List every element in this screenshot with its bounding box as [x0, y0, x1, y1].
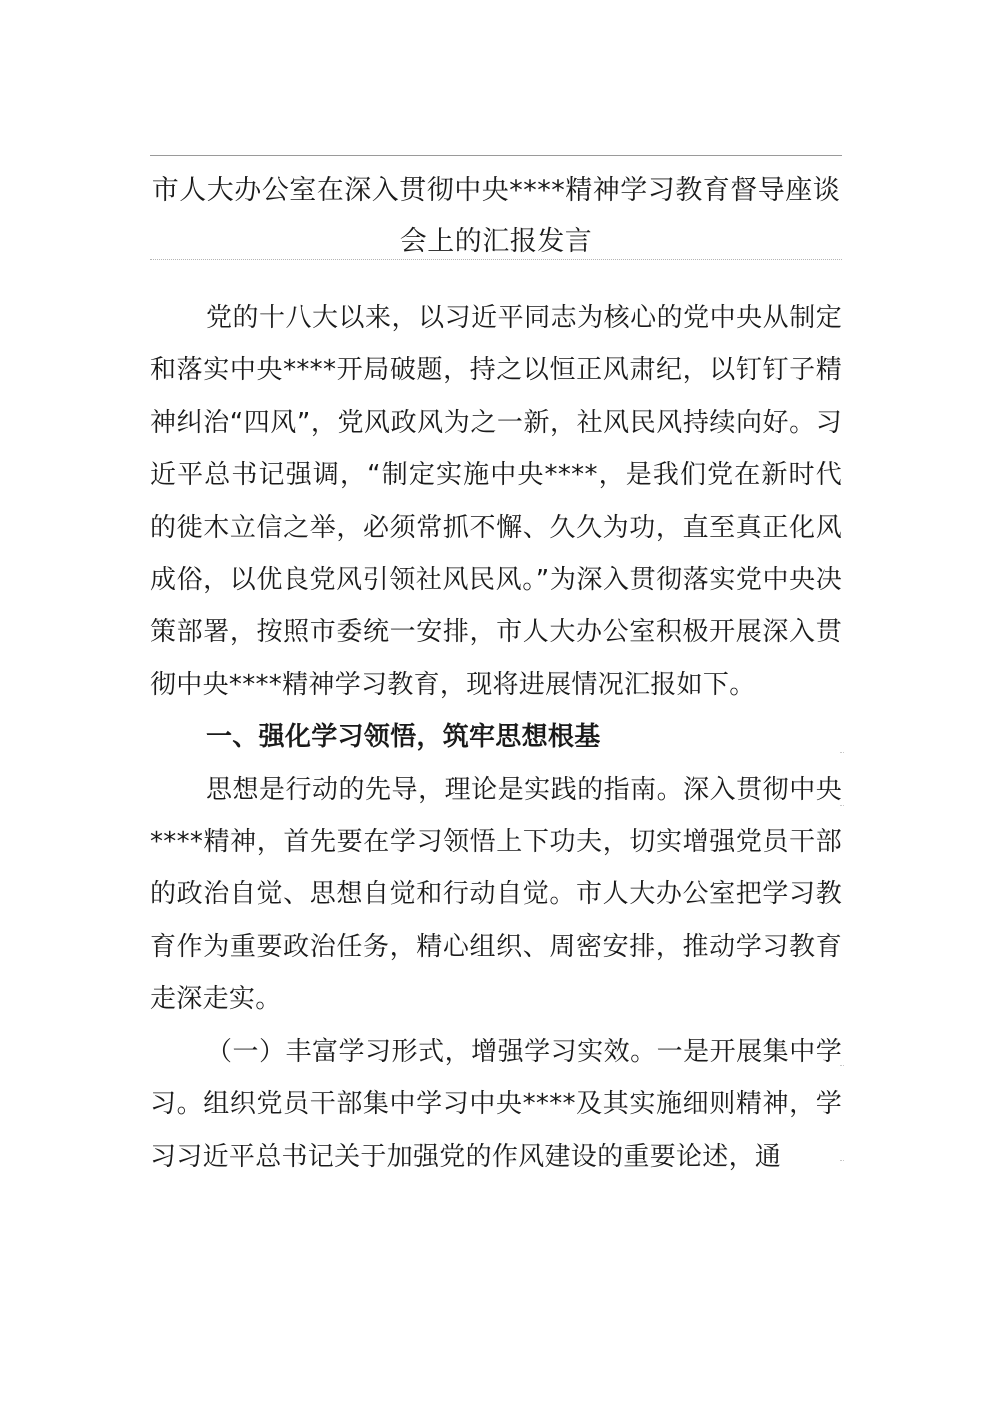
section-heading-1: 一、强化学习领悟，筑牢思想根基	[206, 722, 601, 753]
document-title-line-2: 会上的汇报发言	[399, 226, 593, 257]
title-bottom-rule	[150, 259, 842, 260]
paragraph-separator	[840, 805, 844, 806]
paragraph-intro: 党的十八大以来，以习近平同志为核心的党中央从制定和落实中央****开局破题，持之以恒正风肃纪，以钉钉子精神纠治“四风”，党风政风为之一新，社风民风持续向好。习近平总书记强调，“制定实施中央****，是我们党在新时代的徙木立信之举，必须常抓不懈、久久为功，直至真正化风成俗，以优良党风引领社风民风。”为深入贯彻落实党中央决策部署，按照市委统一安排，市人大办公室积极开展深入贯彻中央****精神学习教育，现将进展情况汇报如下。	[150, 303, 842, 700]
title-top-rule	[150, 155, 842, 156]
paragraph-subsection-1: （一）丰富学习形式，增强学习实效。一是开展集中学习。组织党员干部集中学习中央****及其实施细则精神，学习习近平总书记关于加强党的作风建设的重要论述，通	[150, 1036, 842, 1172]
document-body	[150, 292, 842, 1183]
paragraph-separator	[840, 752, 844, 753]
paragraph-section-1: 思想是行动的先导，理论是实践的指南。深入贯彻中央****精神，首先要在学习领悟上下功夫，切实增强党员干部的政治自觉、思想自觉和行动自觉。市人大办公室把学习教育作为重要政治任务，精心组织、周密安排，推动学习教育走深走实。	[150, 774, 842, 1015]
document-title-line-1: 市人大办公室在深入贯彻中央****精神学习教育督导座谈	[151, 175, 841, 206]
paragraph-separator	[840, 1160, 844, 1161]
paragraph-separator	[840, 1065, 844, 1066]
